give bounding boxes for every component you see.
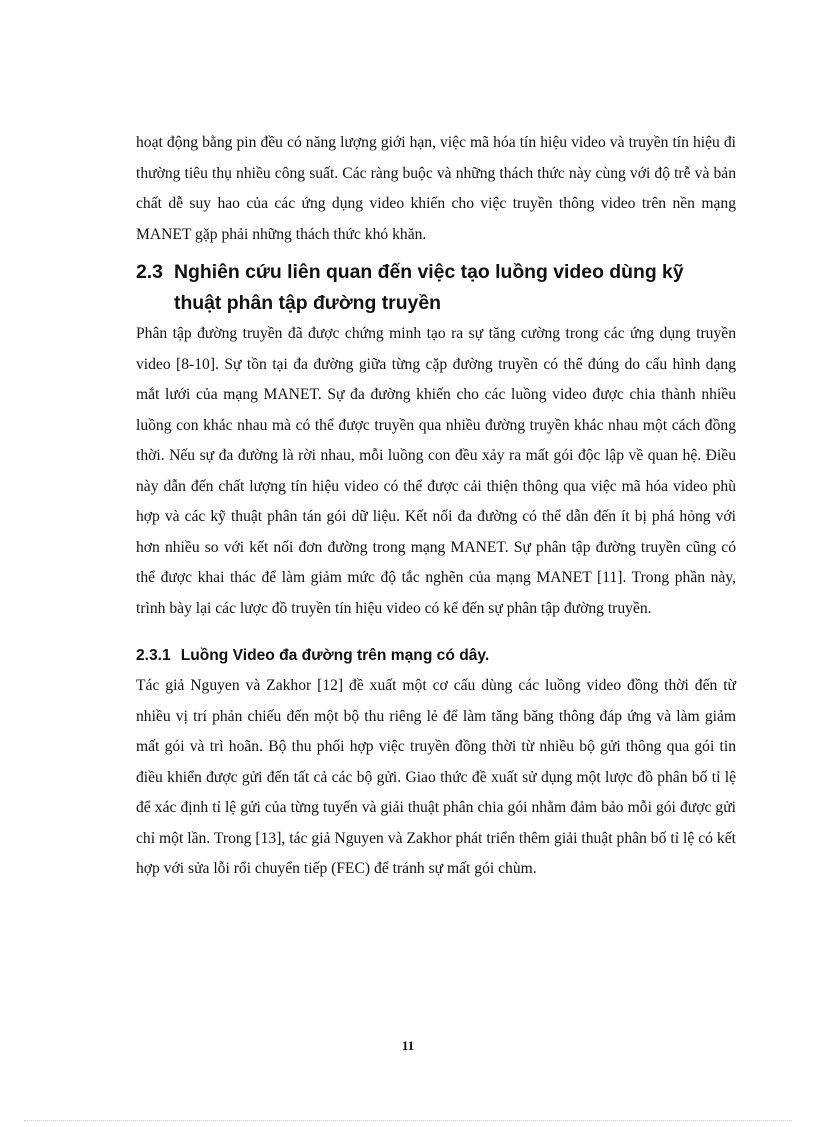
page-number: 11: [401, 1038, 415, 1053]
page-bottom-divider: [24, 1120, 792, 1121]
section-heading-2-3: [136, 257, 736, 319]
paragraph-wired-multipath: Tác giả Nguyen và Zakhor [12] đề xuất một cơ cấu dùng các luồng video đồng thời đến từ nhiều vị trí phản chiếu đến một bộ thu riêng lẻ để làm tăng băng thông đáp ứng và làm giảm mất gói và trì hoãn. Bộ thu phối hợp việc truyền đồng thời từ nhiều bộ gửi thông qua gói tin điều khiển được gửi đến tất cả các bộ gửi. Giao thức đề xuất sử dụng một lược đồ phân bố tỉ lệ để xác định tỉ lệ gửi của từng tuyến và giải thuật phân chia gói nhằm đảm bảo mỗi gói được gửi chỉ một lần. Trong [13], tác giả Nguyen và Zakhor phát triển thêm giải thuật phân bố tỉ lệ có kết hợp với sửa lỗi rổi chuyển tiếp (FEC) để tránh sự mất gói chùm.: [136, 677, 736, 877]
paragraph-path-diversity: Phân tập đường truyền đã được chứng minh tạo ra sự tăng cường trong các ứng dụng truyền video [8-10]. Sự tồn tại đa đường giữa từng cặp đường truyền có thể đúng do cấu hình dạng mắt lưới của mạng MANET. Sự đa đường khiến cho các luồng video được chia thành nhiều luồng con khác nhau mà có thể được truyền qua nhiều đường truyền khác nhau một cách đồng thời. Nếu sự đa đường là rời nhau, mỗi luồng con đều xảy ra mất gói độc lập về quan hệ. Điều này dẫn đến chất lượng tín hiệu video có thể được cải thiện thông qua việc mã hóa video phù hợp và các kỹ thuật phân tán gói dữ liệu. Kết nối đa đường có thể dẫn đến ít bị phá hỏng với hơn nhiều so với kết nối đơn đường trong mạng MANET. Sự phân tập đường truyền cũng có thể được khai thác để làm giảm mức độ tắc nghẽn của mạng MANET [11]. Trong phần này, trình bày lại các lược đồ truyền tín hiệu video có kể đến sự phân tập đường truyền.: [136, 325, 736, 617]
page-body: [136, 128, 736, 885]
section-number: 2.3: [136, 261, 163, 283]
section-title: Nghiên cứu liên quan đến việc tạo luồng video dùng kỹ thuật phân tập đường truyền: [174, 261, 684, 314]
subsection-number: 2.3.1: [136, 647, 171, 664]
subsection-heading-2-3-1: [136, 641, 736, 671]
paragraph-intro: hoạt động bằng pin đều có năng lượng giới hạn, việc mã hóa tín hiệu video và truyền tín hiệu đi thường tiêu thụ nhiều công suất. Các ràng buộc và những thách thức này cùng với độ trễ và bản chất dễ suy hao của các ứng dụng video khiến cho việc truyền thông video trên nền mạng MANET gặp phải những thách thức khó khăn.: [136, 134, 736, 243]
subsection-title: Luồng Video đa đường trên mạng có dây.: [180, 647, 490, 664]
